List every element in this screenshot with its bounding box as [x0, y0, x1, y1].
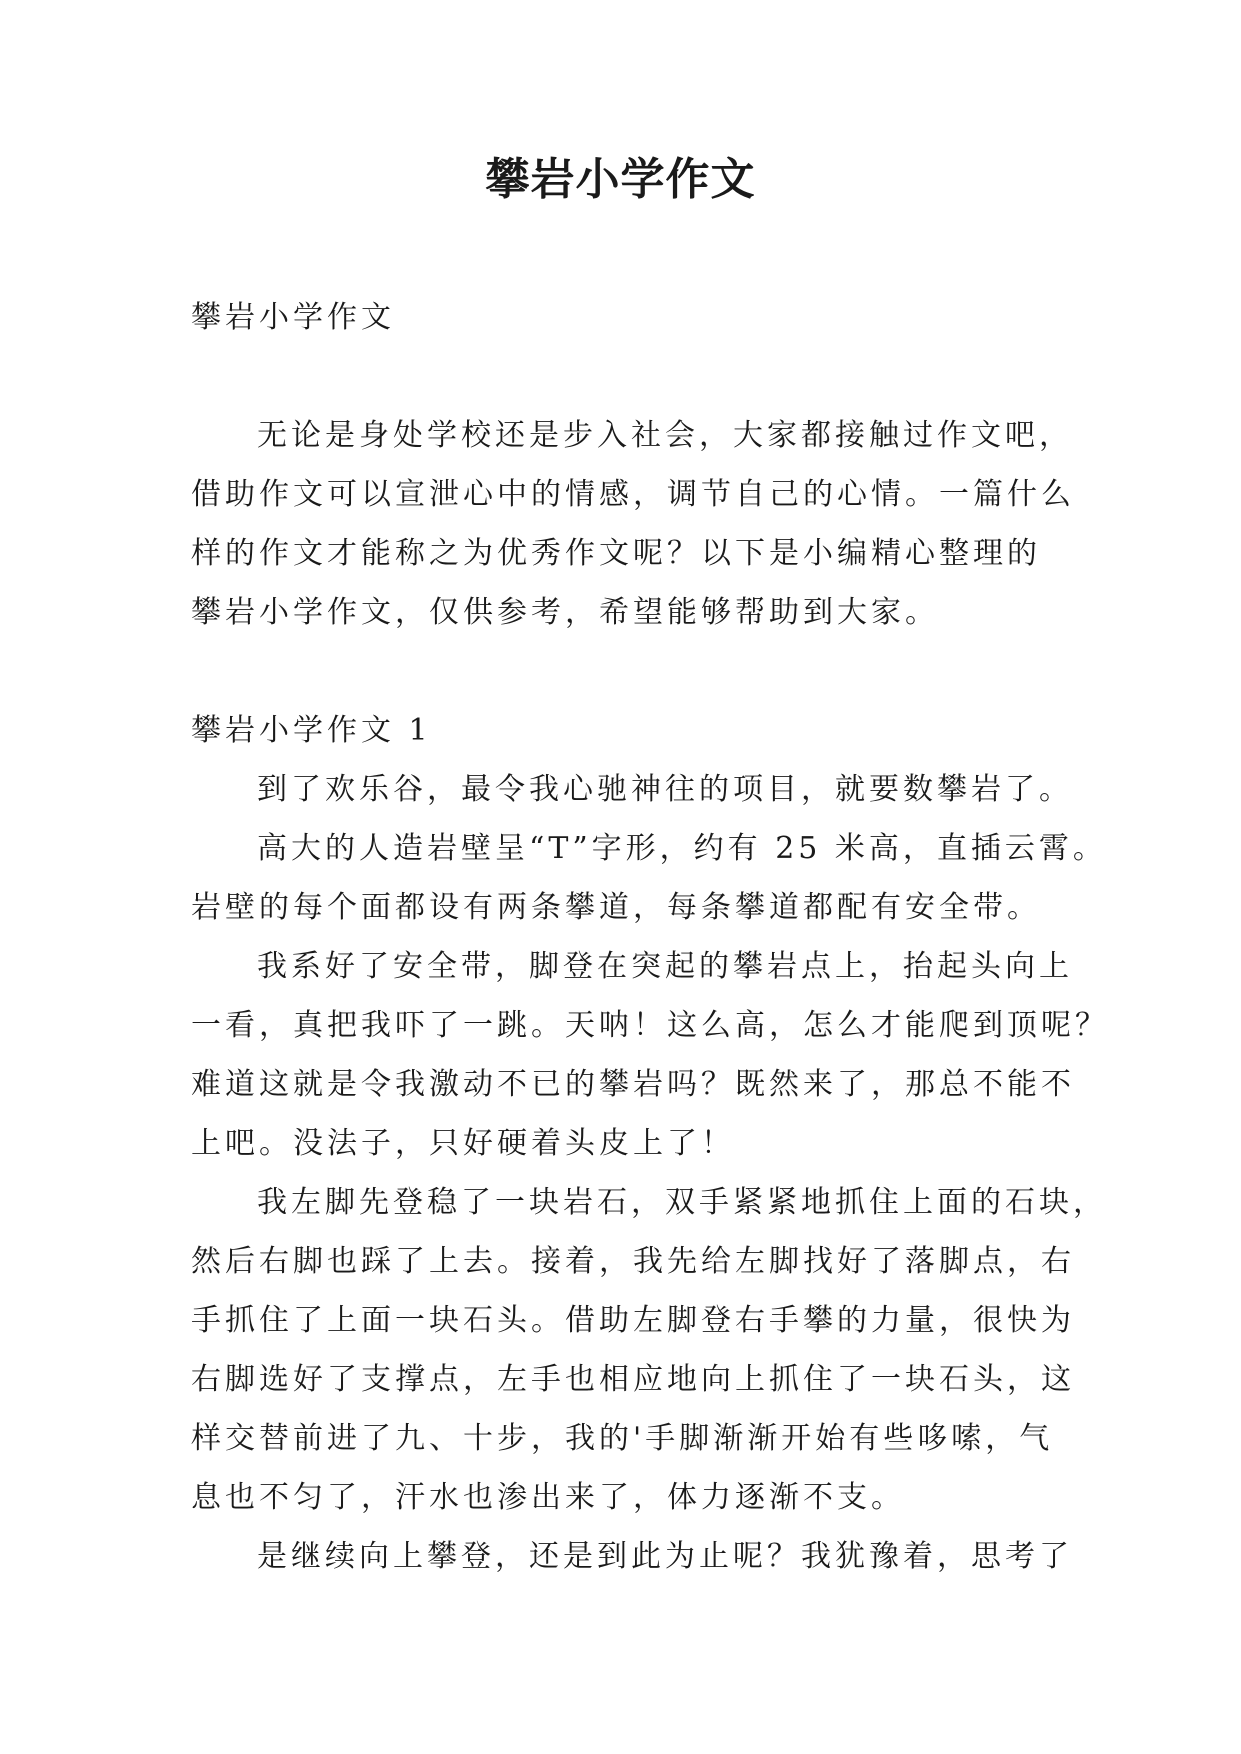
essay-paragraph-5 — [191, 1527, 1071, 1586]
essay-line: 手抓住了上面一块石头。借助左脚登右手攀的力量，很快为 — [191, 1303, 1075, 1338]
section-heading-text: 攀岩小学作文 1 — [191, 713, 432, 748]
blank-line — [191, 642, 1071, 701]
blank-line — [191, 347, 1071, 406]
intro-line: 无论是身处学校还是步入社会，大家都接触过作文吧， — [257, 418, 1073, 453]
document-title: 攀岩小学作文 — [485, 154, 756, 205]
essay-line: 然后右脚也踩了上去。接着，我先给左脚找好了落脚点，右 — [191, 1244, 1075, 1279]
essay-line: 岩壁的每个面都设有两条攀道，每条攀道都配有安全带。 — [191, 890, 1041, 925]
subtitle-text: 攀岩小学作文 — [191, 300, 395, 335]
essay-line: 到了欢乐谷，最令我心驰神往的项目，就要数攀岩了。 — [257, 772, 1073, 807]
essay-paragraph-3 — [191, 937, 1109, 1173]
essay-line: 右脚选好了支撑点，左手也相应地向上抓住了一块石头，这 — [191, 1362, 1075, 1397]
essay-paragraph-4 — [191, 1173, 1107, 1527]
subtitle — [191, 288, 1071, 347]
essay-paragraph-2 — [191, 819, 1107, 937]
section-heading — [191, 701, 1071, 760]
essay-line: 高大的人造岩壁呈“T”字形，约有 25 米高，直插云霄。 — [257, 831, 1107, 866]
intro-line: 攀岩小学作文，仅供参考，希望能够帮助到大家。 — [191, 595, 939, 630]
intro-paragraph — [191, 406, 1075, 642]
essay-line: 是继续向上攀登，还是到此为止呢？我犹豫着，思考了 — [257, 1539, 1073, 1574]
essay-line: 息也不匀了，汗水也渗出来了，体力逐渐不支。 — [191, 1480, 905, 1515]
essay-line: 难道这就是令我激动不已的攀岩吗？既然来了，那总不能不 — [191, 1067, 1075, 1102]
document-body — [191, 288, 1109, 1586]
essay-line: 一看，真把我吓了一跳。天呐！这么高，怎么才能爬到顶呢？ — [191, 1008, 1109, 1043]
essay-line: 我系好了安全带，脚登在突起的攀岩点上，抬起头向上 — [257, 949, 1073, 984]
essay-paragraph-1 — [191, 760, 1071, 819]
essay-line: 上吧。没法子，只好硬着头皮上了！ — [191, 1126, 735, 1161]
essay-line: 我左脚先登稳了一块岩石，双手紧紧地抓住上面的石块， — [257, 1185, 1107, 1220]
intro-line: 借助作文可以宣泄心中的情感，调节自己的心情。一篇什么 — [191, 477, 1075, 512]
intro-line: 样的作文才能称之为优秀作文呢？以下是小编精心整理的 — [191, 536, 1041, 571]
essay-line: 样交替前进了九、十步，我的'手脚渐渐开始有些哆嗦，气 — [191, 1421, 1054, 1456]
